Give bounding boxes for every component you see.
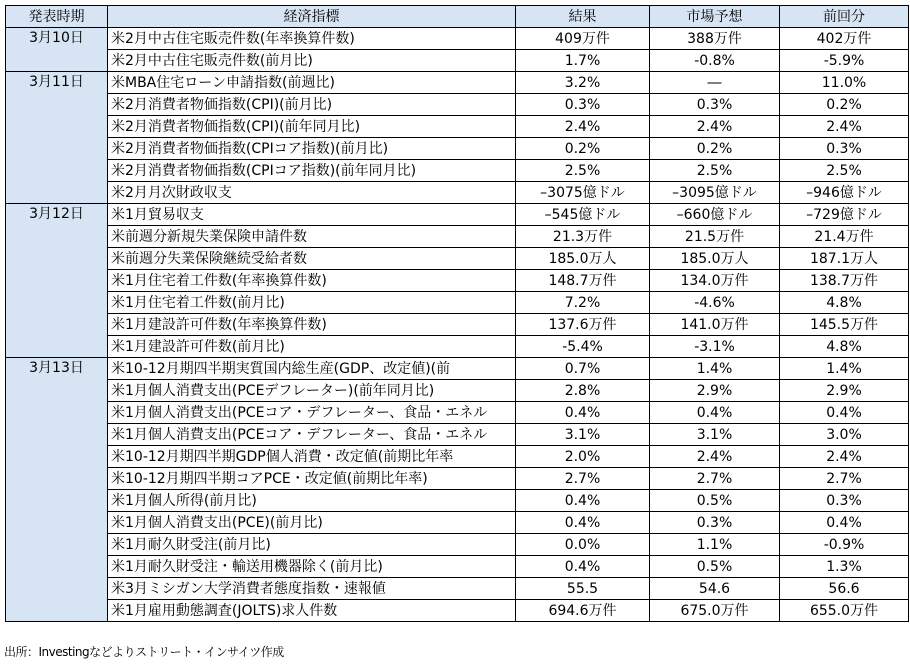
- result-cell: 185.0万人: [516, 248, 650, 270]
- forecast-cell: –660億ドル: [650, 204, 780, 226]
- table-row: [6, 468, 909, 490]
- result-cell: 21.3万件: [516, 226, 650, 248]
- result-cell: 137.6万件: [516, 314, 650, 336]
- previous-cell: 0.3%: [780, 138, 909, 160]
- previous-cell: 2.7%: [780, 468, 909, 490]
- previous-cell: 187.1万人: [780, 248, 909, 270]
- indicator-cell: 米2月月次財政収支: [108, 182, 516, 204]
- indicator-cell: 米1月個人消費支出(PCEコア・デフレーター、食品・エネル: [108, 424, 516, 446]
- forecast-cell: -4.6%: [650, 292, 780, 314]
- forecast-cell: 0.5%: [650, 490, 780, 512]
- indicator-cell: 米10-12月期四半期実質国内総生産(GDP、改定値)(前: [108, 358, 516, 380]
- previous-cell: 21.4万件: [780, 226, 909, 248]
- previous-cell: 2.4%: [780, 446, 909, 468]
- previous-cell: 2.9%: [780, 380, 909, 402]
- indicator-cell: 米10-12月期四半期コアPCE・改定値(前期比年率): [108, 468, 516, 490]
- forecast-cell: 388万件: [650, 28, 780, 50]
- result-cell: 0.4%: [516, 556, 650, 578]
- table-row: [6, 314, 909, 336]
- indicator-cell: 米2月消費者物価指数(CPI)(前月比): [108, 94, 516, 116]
- result-cell: 2.8%: [516, 380, 650, 402]
- result-cell: 0.2%: [516, 138, 650, 160]
- forecast-cell: 0.3%: [650, 94, 780, 116]
- forecast-cell: 0.5%: [650, 556, 780, 578]
- previous-cell: 0.3%: [780, 490, 909, 512]
- table-row: [6, 116, 909, 138]
- result-cell: 3.1%: [516, 424, 650, 446]
- result-cell: 55.5: [516, 578, 650, 600]
- forecast-cell: 2.9%: [650, 380, 780, 402]
- release-date-cell: 3月10日: [6, 28, 108, 72]
- previous-cell: 4.8%: [780, 292, 909, 314]
- forecast-cell: 2.4%: [650, 446, 780, 468]
- forecast-cell: 1.1%: [650, 534, 780, 556]
- previous-cell: 0.4%: [780, 402, 909, 424]
- header-indicator: 経済指標: [108, 6, 516, 28]
- previous-cell: 11.0%: [780, 72, 909, 94]
- result-cell: 2.5%: [516, 160, 650, 182]
- table-row: [6, 160, 909, 182]
- previous-cell: 655.0万件: [780, 600, 909, 622]
- previous-cell: 2.5%: [780, 160, 909, 182]
- previous-cell: -5.9%: [780, 50, 909, 72]
- indicator-cell: 米2月消費者物価指数(CPIコア指数)(前月比): [108, 138, 516, 160]
- forecast-cell: 0.4%: [650, 402, 780, 424]
- table-row: [6, 28, 909, 50]
- result-cell: 2.7%: [516, 468, 650, 490]
- indicator-cell: 米1月耐久財受注・輸送用機器除く(前月比): [108, 556, 516, 578]
- forecast-cell: –3095億ドル: [650, 182, 780, 204]
- table-row: [6, 182, 909, 204]
- result-cell: 409万件: [516, 28, 650, 50]
- previous-cell: –729億ドル: [780, 204, 909, 226]
- result-cell: 0.4%: [516, 402, 650, 424]
- previous-cell: 1.3%: [780, 556, 909, 578]
- table-row: [6, 380, 909, 402]
- forecast-cell: 3.1%: [650, 424, 780, 446]
- table-row: [6, 50, 909, 72]
- indicator-cell: 米1月個人消費支出(PCEデフレーター)(前年同月比): [108, 380, 516, 402]
- previous-cell: 4.8%: [780, 336, 909, 358]
- indicator-cell: 米1月住宅着工件数(前月比): [108, 292, 516, 314]
- table-row: [6, 490, 909, 512]
- result-cell: 2.4%: [516, 116, 650, 138]
- forecast-cell: -0.8%: [650, 50, 780, 72]
- indicator-cell: 米2月消費者物価指数(CPIコア指数)(前年同月比): [108, 160, 516, 182]
- forecast-cell: 0.3%: [650, 512, 780, 534]
- indicator-cell: 米10-12月期四半期GDP個人消費・改定値(前期比年率: [108, 446, 516, 468]
- forecast-cell: 185.0万人: [650, 248, 780, 270]
- previous-cell: 0.4%: [780, 512, 909, 534]
- table-row: [6, 512, 909, 534]
- result-cell: 148.7万件: [516, 270, 650, 292]
- result-cell: 0.4%: [516, 490, 650, 512]
- release-date-cell: 3月12日: [6, 204, 108, 358]
- indicator-cell: 米3月ミシガン大学消費者態度指数・速報値: [108, 578, 516, 600]
- indicator-cell: 米前週分失業保険継続受給者数: [108, 248, 516, 270]
- table-row: [6, 556, 909, 578]
- source-note: 出所：Investingなどよりストリート・インサイツ作成: [4, 645, 284, 659]
- table-row: [6, 204, 909, 226]
- indicator-cell: 米1月個人所得(前月比): [108, 490, 516, 512]
- previous-cell: 3.0%: [780, 424, 909, 446]
- previous-cell: 0.2%: [780, 94, 909, 116]
- table-row: [6, 270, 909, 292]
- forecast-cell: 21.5万件: [650, 226, 780, 248]
- previous-cell: 402万件: [780, 28, 909, 50]
- table-row: [6, 578, 909, 600]
- forecast-cell: 54.6: [650, 578, 780, 600]
- table-row: [6, 336, 909, 358]
- header-previous: 前回分: [780, 6, 909, 28]
- indicator-cell: 米1月個人消費支出(PCE)(前月比): [108, 512, 516, 534]
- release-date-cell: 3月11日: [6, 72, 108, 204]
- table-row: [6, 292, 909, 314]
- forecast-cell: 2.4%: [650, 116, 780, 138]
- result-cell: 0.4%: [516, 512, 650, 534]
- indicator-cell: 米前週分新規失業保険申請件数: [108, 226, 516, 248]
- table-row: [6, 424, 909, 446]
- result-cell: 0.0%: [516, 534, 650, 556]
- result-cell: 1.7%: [516, 50, 650, 72]
- forecast-cell: 141.0万件: [650, 314, 780, 336]
- forecast-cell: -3.1%: [650, 336, 780, 358]
- table-row: [6, 534, 909, 556]
- previous-cell: –946億ドル: [780, 182, 909, 204]
- indicator-cell: 米2月中古住宅販売件数(年率換算件数): [108, 28, 516, 50]
- table-row: [6, 226, 909, 248]
- header-row: [6, 6, 909, 28]
- table-row: [6, 72, 909, 94]
- result-cell: 694.6万件: [516, 600, 650, 622]
- indicator-cell: 米1月雇用動態調査(JOLTS)求人件数: [108, 600, 516, 622]
- header-date: 発表時期: [6, 6, 108, 28]
- indicator-cell: 米1月住宅着工件数(年率換算件数): [108, 270, 516, 292]
- table-body: [6, 28, 909, 622]
- forecast-cell: 2.7%: [650, 468, 780, 490]
- indicator-cell: 米2月消費者物価指数(CPI)(前年同月比): [108, 116, 516, 138]
- table-row: [6, 358, 909, 380]
- result-cell: –545億ドル: [516, 204, 650, 226]
- table-row: [6, 138, 909, 160]
- forecast-cell: 2.5%: [650, 160, 780, 182]
- result-cell: 0.7%: [516, 358, 650, 380]
- table-row: [6, 94, 909, 116]
- previous-cell: 145.5万件: [780, 314, 909, 336]
- previous-cell: 1.4%: [780, 358, 909, 380]
- indicator-cell: 米1月貿易収支: [108, 204, 516, 226]
- forecast-cell: 1.4%: [650, 358, 780, 380]
- result-cell: –3075億ドル: [516, 182, 650, 204]
- economic-indicators-table: [5, 5, 909, 622]
- result-cell: 3.2%: [516, 72, 650, 94]
- indicator-cell: 米1月建設許可件数(年率換算件数): [108, 314, 516, 336]
- table-row: [6, 600, 909, 622]
- indicator-cell: 米MBA住宅ローン申請指数(前週比): [108, 72, 516, 94]
- result-cell: 7.2%: [516, 292, 650, 314]
- previous-cell: 138.7万件: [780, 270, 909, 292]
- indicator-cell: 米2月中古住宅販売件数(前月比): [108, 50, 516, 72]
- forecast-cell: ―: [650, 72, 780, 94]
- previous-cell: 2.4%: [780, 116, 909, 138]
- result-cell: 2.0%: [516, 446, 650, 468]
- previous-cell: -0.9%: [780, 534, 909, 556]
- forecast-cell: 134.0万件: [650, 270, 780, 292]
- header-forecast: 市場予想: [650, 6, 780, 28]
- forecast-cell: 675.0万件: [650, 600, 780, 622]
- result-cell: 0.3%: [516, 94, 650, 116]
- release-date-cell: 3月13日: [6, 358, 108, 622]
- table-row: [6, 248, 909, 270]
- previous-cell: 56.6: [780, 578, 909, 600]
- result-cell: -5.4%: [516, 336, 650, 358]
- forecast-cell: 0.2%: [650, 138, 780, 160]
- table-row: [6, 446, 909, 468]
- indicator-cell: 米1月耐久財受注(前月比): [108, 534, 516, 556]
- indicator-cell: 米1月建設許可件数(前月比): [108, 336, 516, 358]
- table-row: [6, 402, 909, 424]
- indicator-cell: 米1月個人消費支出(PCEコア・デフレーター、食品・エネル: [108, 402, 516, 424]
- header-result: 結果: [516, 6, 650, 28]
